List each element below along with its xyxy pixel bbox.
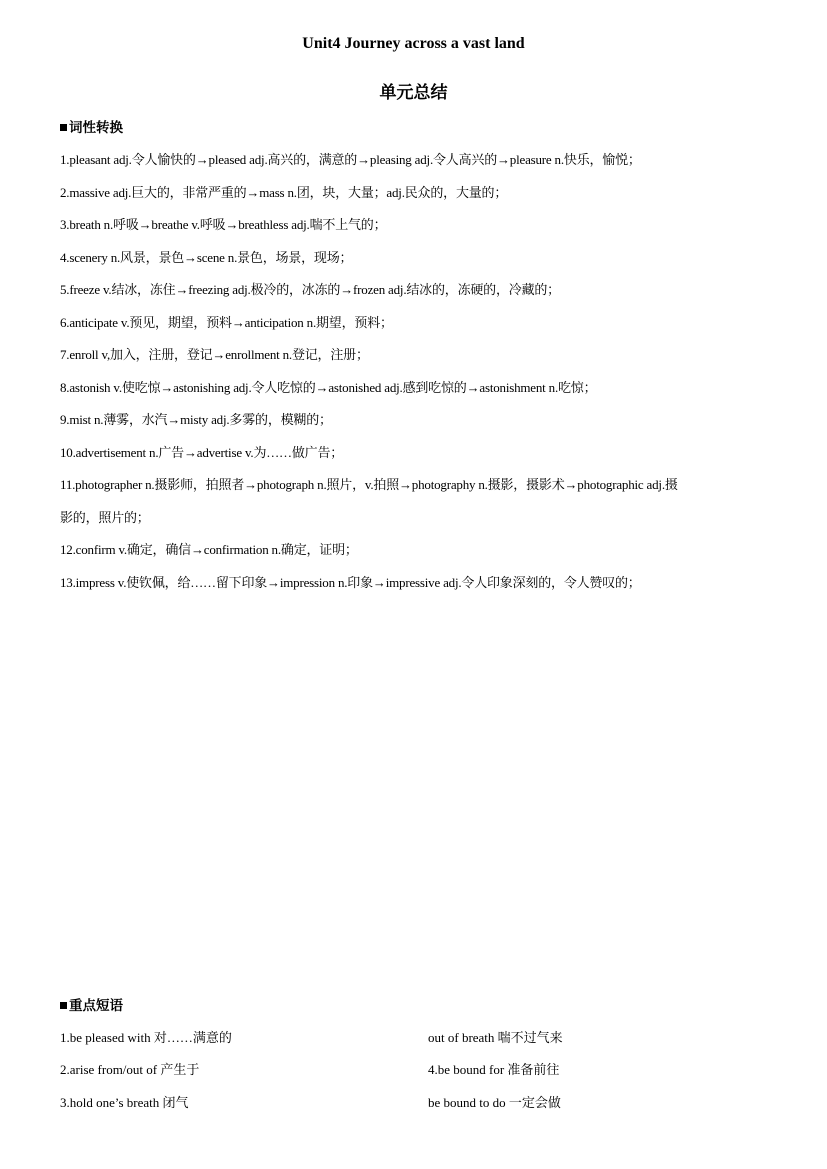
square-bullet-icon	[60, 124, 67, 131]
document-subtitle: 单元总结	[379, 83, 448, 103]
list-item: 6.anticipate v.预见，期望，预料→anticipation n.期望，预料；	[60, 315, 393, 330]
list-item: 5.freeze v.结冰，冻住→freezing adj.极冷的，冰冻的→frozen adj.结冰的，冻硬的，冷藏的；	[60, 282, 560, 297]
square-bullet-icon	[60, 1002, 67, 1009]
list-item: 7.enroll v,加入，注册，登记→enrollment n.登记，注册；	[60, 347, 369, 362]
phrase-item: 4.be bound for 准备前往	[428, 1062, 560, 1077]
document-title: Unit4 Journey across a vast land	[302, 35, 525, 52]
section-heading-label: 重点短语	[69, 998, 123, 1014]
list-item: 11.photographer n.摄影师，拍照者→photograph n.照片，v.拍照→photography n.摄影，摄影术→photographic adj.摄	[60, 477, 678, 492]
phrase-item: out of breath 喘不过气来	[428, 1030, 563, 1045]
phrase-item: 2.arise from/out of 产生于	[60, 1062, 200, 1077]
list-item-continuation: 影的，照片的；	[60, 510, 150, 525]
list-item: 3.breath n.呼吸→breathe v.呼吸→breathless adj.喘不上气的；	[60, 217, 387, 232]
phrase-item: 3.hold one’s breath 闭气	[60, 1095, 189, 1110]
section-heading-key-phrases	[60, 994, 123, 1014]
phrase-item: be bound to do 一定会做	[428, 1095, 561, 1110]
list-item: 2.massive adj.巨大的，非常严重的→mass n.团，块，大量；adj.民众的，大量的；	[60, 185, 508, 200]
section-heading-label: 词性转换	[69, 120, 123, 136]
list-item: 13.impress v.使钦佩，给……留下印象→impression n.印象→impressive adj.令人印象深刻的，令人赞叹的；	[60, 575, 641, 590]
list-item: 4.scenery n.风景，景色→scene n.景色，场景，现场；	[60, 250, 353, 265]
list-item: 9.mist n.薄雾，水汽→misty adj.多雾的，模糊的；	[60, 412, 332, 427]
list-item: 10.advertisement n.广告→advertise v.为……做广告；	[60, 445, 344, 460]
list-item: 1.pleasant adj.令人愉快的→pleased adj.高兴的，满意的→pleasing adj.令人高兴的→pleasure n.快乐，愉悦；	[60, 152, 641, 167]
phrase-item: 1.be pleased with 对……满意的	[60, 1030, 232, 1045]
section-heading-word-forms	[60, 116, 123, 136]
list-item: 12.confirm v.确定，确信→confirmation n.确定，证明；	[60, 542, 358, 557]
list-item: 8.astonish v.使吃惊→astonishing adj.令人吃惊的→astonished adj.感到吃惊的→astonishment n.吃惊；	[60, 380, 597, 395]
